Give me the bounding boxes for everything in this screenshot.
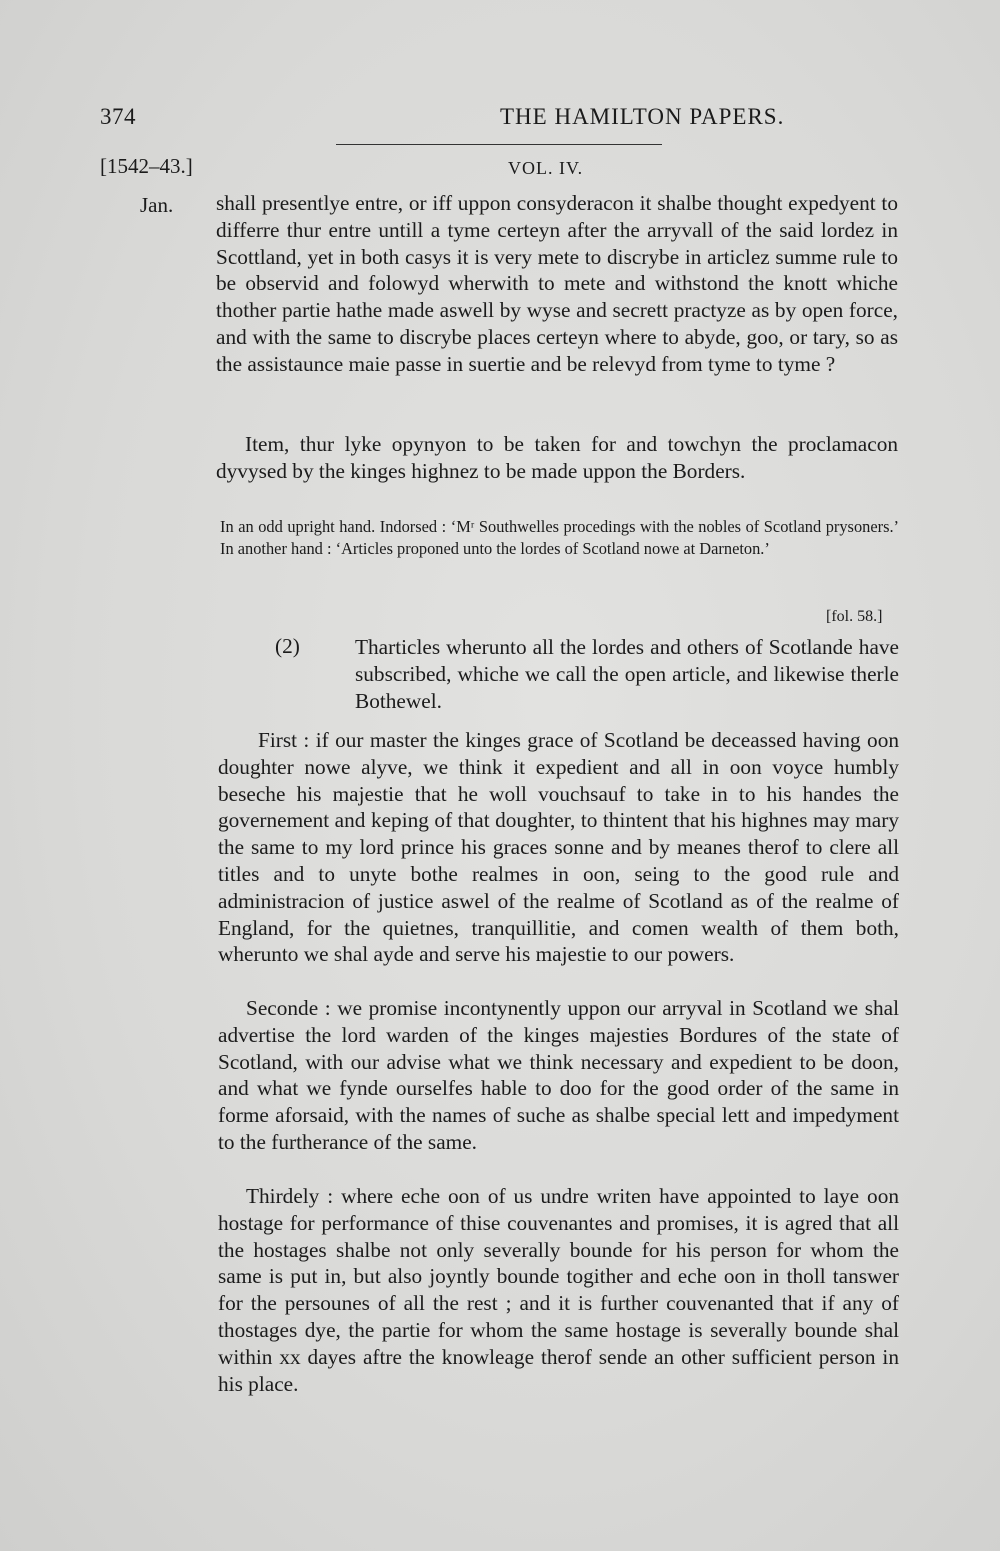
margin-month: Jan.: [140, 193, 174, 217]
article-second: Seconde : we promise incontynently uppon our arryval in Scotland we shal advertise the lord warden of the kinges majesties Bordures of the state of Scotland, with our advise what we think necessary and expedient to be doon, and what we fynde ourselfes hable to doo for the good order of the same in forme aforsaid, with the names of suche as shalbe special lett and impedyment to the furtherance of the same.: [218, 996, 899, 1154]
editorial-note: In an odd upright hand. Indorsed : ‘Mʳ Southwelles procedings with the nobles of Scotland prysoners.’ In another hand : ‘Articles proponed unto the lordes of Scotland nowe at Darneton.’: [220, 517, 899, 558]
folio-reference: [fol. 58.]: [826, 608, 883, 625]
date-range: [1542–43.]: [100, 154, 193, 178]
article-first: First : if our master the kinges grace of Scotland be deceassed having oon doughter nowe alyve, we think it expedient and all in oon voyce humbly beseche his majestie that he woll vouchsauf to take in to his handes the governement and keping of that doughter, to thintent that his highnes may mary the same to my lord prince his graces sonne and by meanes therof to clere all titles and to unyte bothe realmes in oon, seing to the good rule and administracion of justice aswel of the realme of Scotland as of the realme of England, for the quietnes, tranquillitie, and comen wealth of them both, wherunto we shal ayde and serve his majestie to our powers.: [218, 728, 899, 967]
header-rule: [336, 144, 662, 145]
article-third: Thirdely : where eche oon of us undre writen have appointed to laye oon hostage for performance of thise couvenantes and promises, it is agred that all the hostages shalbe not only severally bounde for his person for whom the same is put in, but also joyntly bounde togither and eche oon in tholl tanswer for the persounes of all the rest ; and it is further couvenanted that if any of thostages dye, the partie for whom the same hostage is severally bounde shal within xx dayes aftre the knowleage therof sende an other sufficient person in his place.: [218, 1184, 899, 1396]
paragraph-item: Item, thur lyke opynyon to be taken for and towchyn the proclamacon dyvysed by the kinges highnez to be made uppon the Borders.: [216, 432, 898, 483]
article-title: Tharticles wherunto all the lordes and others of Scotlande have subscribed, whiche we call the open article, and likewise therle Bothewel.: [355, 635, 899, 713]
running-title: THE HAMILTON PAPERS.: [500, 104, 785, 129]
page-number: 374: [100, 104, 136, 129]
volume-label: VOL. IV.: [508, 158, 584, 178]
running-head: [100, 104, 900, 138]
paragraph-continuation: shall presentlye entre, or iff uppon consyderacon it shalbe thought expedyent to differre thur entre untill a tyme certeyn after the arryvall of the said lordez in Scottland, yet in both casys it is very mete to discrybe in articlez summe rule to be observid and folowyd wherwith to mete and withstond the knott whiche thother partie hathe made aswell by wyse and secrett practyze as by open force, and with the same to discrybe places certeyn where to abyde, goo, or tary, so as the assistaunce maie passe in suertie and be relevyd from tyme to tyme ?: [216, 191, 898, 376]
article-number: (2): [275, 634, 300, 658]
